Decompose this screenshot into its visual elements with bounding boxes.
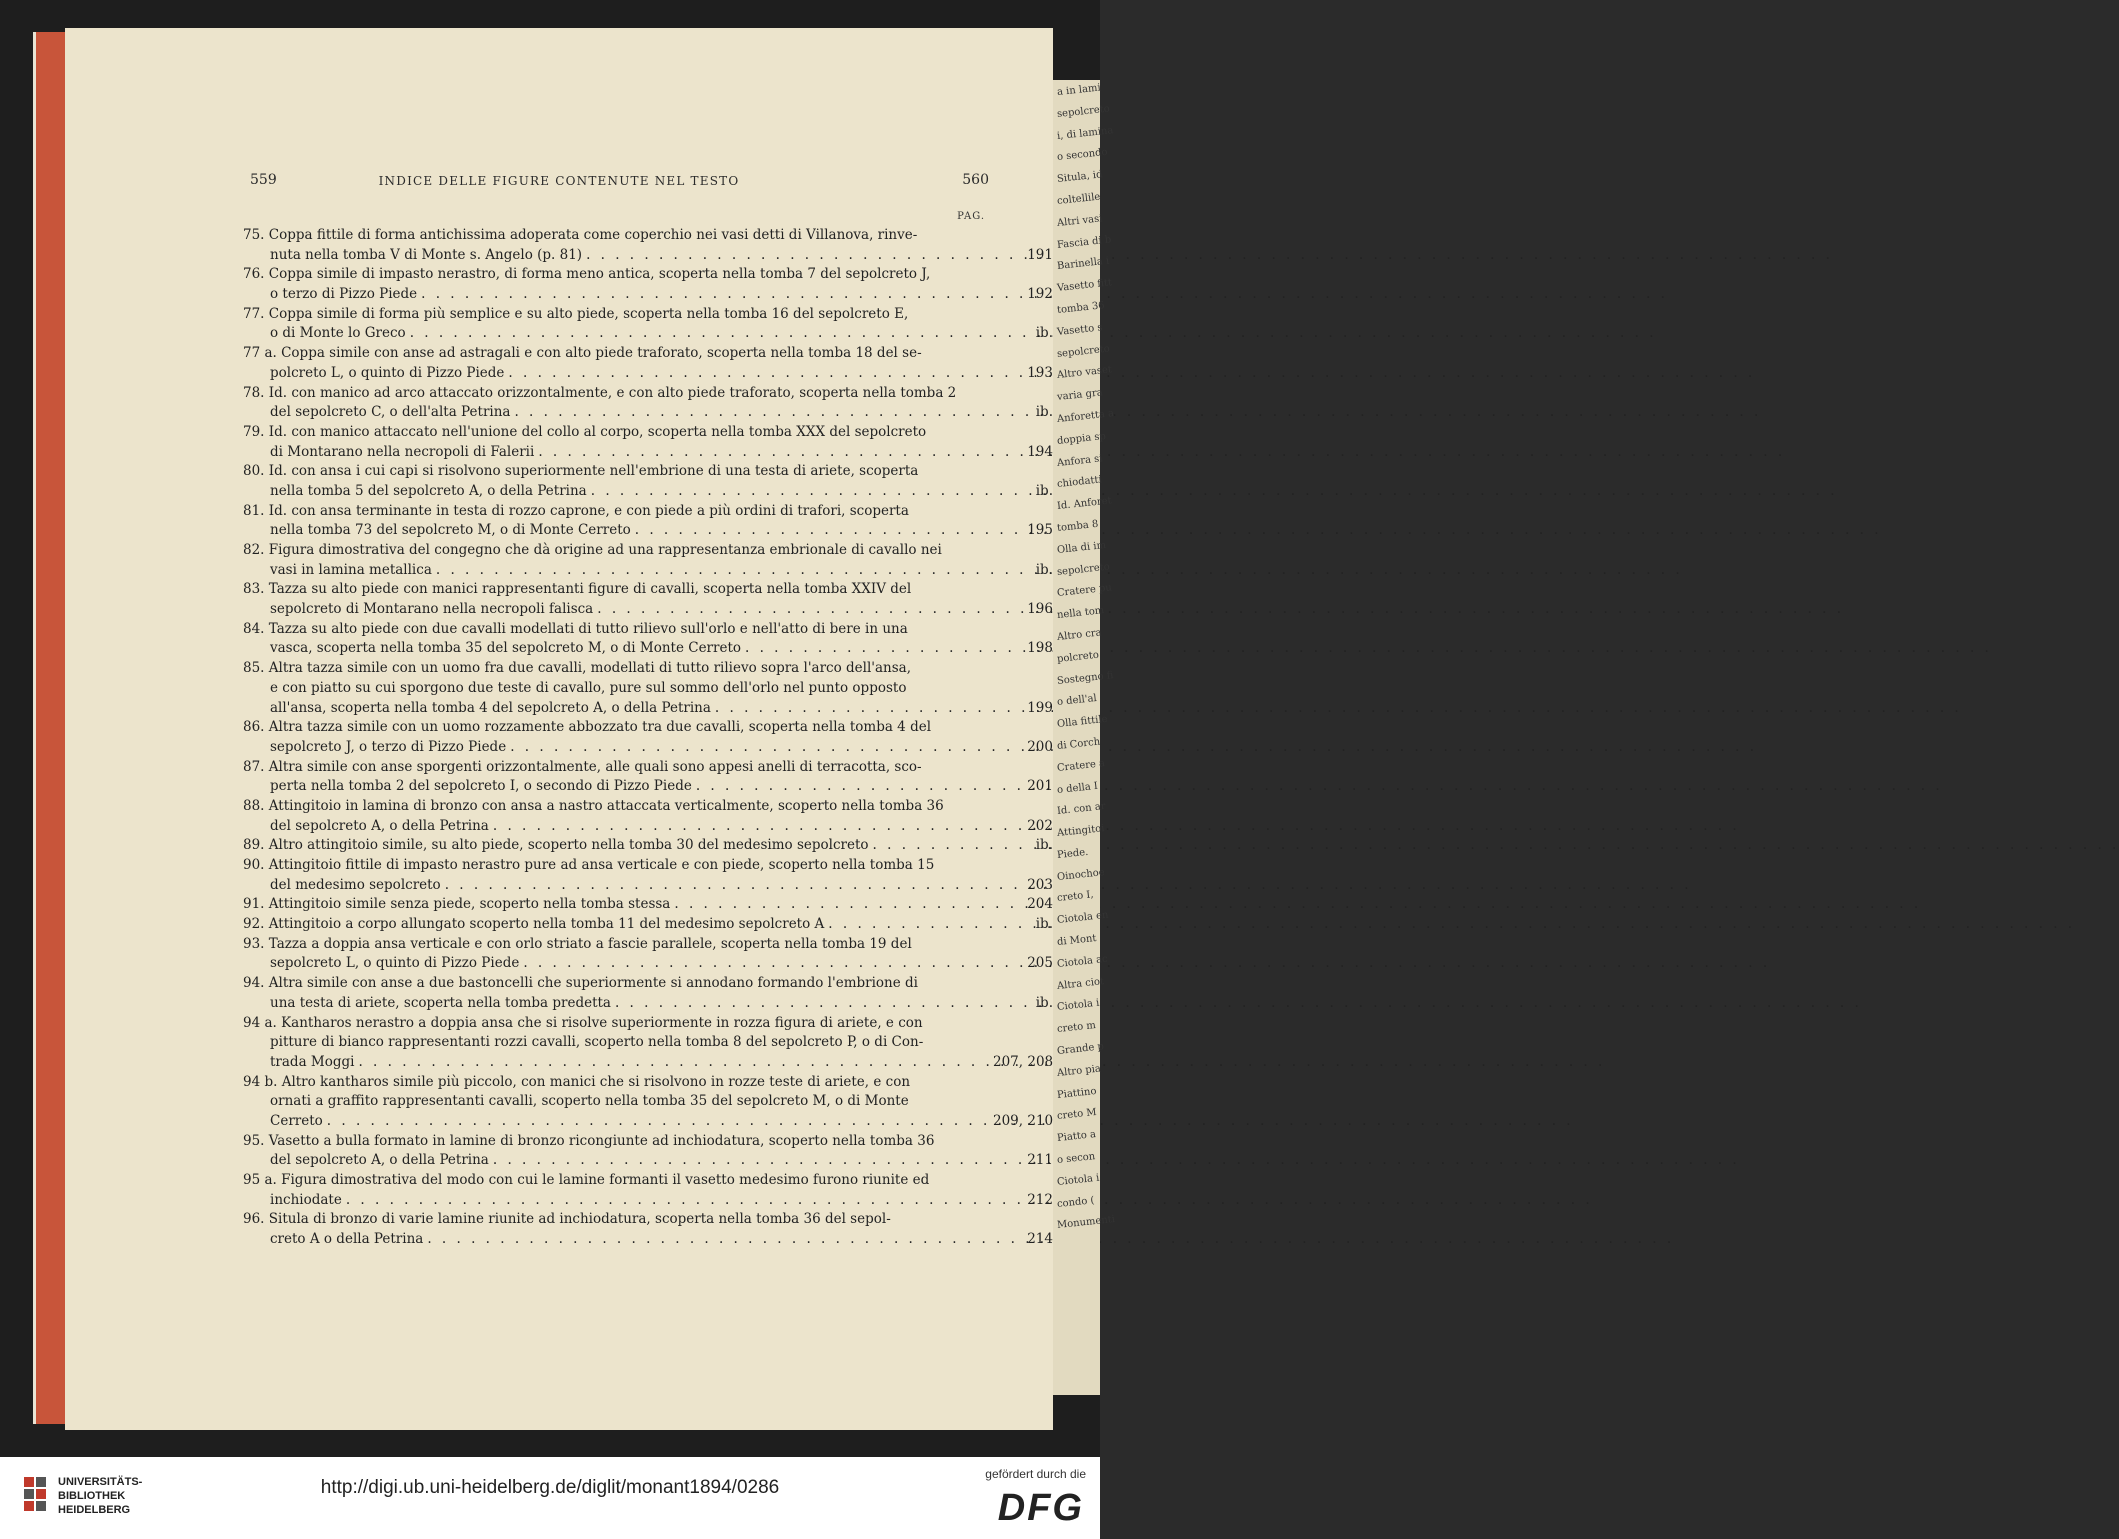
index-line [243,876,1053,896]
facing-page-fragment: Altro cra [1056,627,1103,643]
index-line [243,620,991,640]
index-line-text: perta nella tomba 2 del sepolcreto I, o secondo di Pizzo Piede [270,778,692,795]
facing-page-fragment: varia gra [1056,387,1104,404]
index-line-text: 83. Tazza su alto piede con manici rappresentanti figure di cavalli, scoperta nella tomba XXIV del [243,581,912,598]
index-line-text: una testa di ariete, scoperta nella tomba predetta [270,994,611,1011]
index-line-text: all'ansa, scoperta nella tomba 4 del sepolcreto A, o della Petrina [270,699,711,716]
dfg-logo[interactable]: DFG [997,1487,1084,1529]
index-page-ref: 198 [1027,640,1053,657]
facing-page-fragment: Grande p [1056,1041,1105,1058]
index-line [243,718,991,738]
page-number-right: 560 [962,172,989,188]
index-line [243,1053,1054,1073]
facing-page-fragment: tomba 8 [1056,518,1099,534]
facing-page-fragment: Altro pia [1056,1063,1102,1079]
index-line [243,836,1053,856]
facing-page-fragment: di Corch [1056,736,1101,752]
facing-page-fragment: Monumenti [1056,1214,1116,1232]
facing-page-edge [1053,80,1116,1395]
facing-page-fragment: Altra ciot [1056,975,1105,992]
index-line-text: sepolcreto di Montarano nella necropoli falisca [270,601,594,618]
index-line [243,364,1053,384]
index-line [243,1092,991,1112]
index-line [243,561,1053,581]
funding-caption: gefördert durch die [985,1467,1086,1481]
index-line-text: 95 a. Figura dimostrativa del modo con cui le lamine formanti il vasetto medesimo furono riunite ed [243,1172,930,1188]
index-line-text: 88. Attingitoio in lamina di bronzo con ansa a nastro attaccata verticalmente, scoperto nella tomba 36 [243,797,944,814]
facing-page-fragment: o della I [1056,780,1099,796]
index-line-text: del medesimo sepolcreto [270,876,441,893]
facing-page-fragment: Ciotola en [1056,909,1109,927]
index-line-text: 96. Situla di bronzo di varie lamine riunite ad inchiodatura, scoperta nella tomba 36 del sepol- [243,1211,891,1228]
library-name-line3: HEIDELBERG [58,1504,131,1516]
facing-page-fragment: Ciotola i [1056,998,1100,1014]
index-page-ref: ib. [1035,325,1053,342]
index-line [243,895,1053,915]
facing-page-fragment: a in lami [1056,82,1102,99]
facing-page-fragment: o secon [1056,1151,1096,1167]
leader-dots [741,639,1992,659]
index-line [243,974,991,994]
index-line [243,384,991,404]
facing-page-fragment: Altri vasi [1056,213,1103,229]
index-page-ref: ib. [1035,916,1053,933]
index-page-ref: 205 [1027,955,1053,972]
facing-page-fragment: sepolcreto [1056,561,1111,578]
leader-dots [489,1151,1740,1171]
facing-page-fragment: Ciotola ac [1056,953,1109,970]
index-line-text: 82. Figura dimostrativa del congegno che dà origine ad una rappresentanza embrionale di cavallo nei [243,542,942,558]
viewer-footer [0,1457,1100,1539]
facing-page-fragment: sepolcreto [1056,343,1111,360]
pag-column-label: PAG. [957,211,985,222]
index-page-ref: 214 [1027,1231,1053,1248]
index-line-text: o terzo di Pizzo Piede [270,286,418,303]
leader-dots [323,1112,1574,1132]
facing-page-fragment: Anforetta a [1056,408,1115,425]
running-header [65,172,1053,192]
facing-page-fragment: creto I, [1056,889,1095,905]
index-page-ref: 196 [1027,601,1053,618]
index-page-ref: ib. [1035,994,1053,1011]
index-page-ref: ib. [1035,404,1053,421]
leader-dots [611,994,1862,1014]
index-line [243,994,1053,1014]
index-page-ref: 195 [1027,522,1053,539]
facing-page-fragment: Cratere a [1056,757,1106,774]
index-line [243,403,1053,423]
index-line-text: 77 a. Coppa simile con anse ad astragali e con alto piede traforato, scoperta nella tomba 18 del se- [243,345,922,362]
facing-page-fragment: Piede. [1056,846,1089,861]
leader-dots [534,443,1785,463]
library-name-line2: BIBLIOTHEK [58,1490,126,1502]
index-line-text: vasca, scoperta nella tomba 35 del sepolcreto M, o di Monte Cerreto [270,640,742,657]
index-line-text: 78. Id. con manico ad arco attaccato orizzontalmente, e con alto piede traforato, scoperta nella tomba 2 [243,384,957,401]
facing-page-fragment: Ciotola i [1056,1172,1100,1188]
leader-dots [670,895,1921,915]
index-line [243,482,1053,502]
index-line-text: nella tomba 73 del sepolcreto M, o di Monte Cerreto [270,522,631,539]
index-line-text: 77. Coppa simile di forma più semplice e su alto piede, scoperta nella tomba 16 del sepolcreto E, [243,305,909,322]
index-page-ref: 200 [1027,738,1053,755]
facing-page-fragment: tomba 36 [1056,300,1106,316]
facing-page-fragment: Anfora si [1056,452,1104,469]
index-page-ref: ib. [1035,837,1053,854]
index-line [243,462,991,482]
facing-page-fragment: Vasetto s [1056,322,1104,338]
facing-page-fragment: i, di lamina [1056,124,1114,142]
leader-dots [582,246,1833,266]
index-line-text: del sepolcreto C, o dell'alta Petrina [270,404,511,421]
index-line-text: 89. Altro attingitoio simile, su alto piede, scoperto nella tomba 30 del medesimo sepolcreto [243,837,869,854]
index-line-text: 80. Id. con ansa i cui capi si risolvono superiormente nell'embrione di una testa di ariete, scoperta [243,463,919,480]
index-page-ref: 202 [1027,817,1053,834]
index-line-text: Cerreto [270,1112,323,1129]
facing-page-fragment: o dell'al [1056,693,1098,709]
leader-dots [692,777,1943,797]
index-line [243,246,1053,266]
index-line [243,758,991,778]
index-line-text: pitture di bianco rappresentanti rozzi cavalli, scoperto nella tomba 8 del sepolcreto P, o di Con- [270,1034,924,1051]
index-line [243,1151,1053,1171]
facing-page-fragment: Id. con ar [1056,801,1107,818]
index-line-text: 94. Altra simile con anse a due bastoncelli che superiormente si annodano formando l'embrione di [243,975,918,992]
index-line-text: 91. Attingitoio simile senza piede, scoperto nella tomba stessa [243,896,671,913]
facing-page-fragment: Olla fittile [1056,713,1109,731]
index-line [243,639,1053,659]
index-line-text: o di Monte lo Greco [270,325,406,342]
index-line-text: polcreto L, o quinto di Pizzo Piede [270,364,505,381]
leader-dots [489,817,1740,837]
leader-dots [631,521,1882,541]
facing-page-fragment: condo ( [1056,1194,1096,1210]
index-line [243,305,991,325]
facing-page-fragment: doppia sp [1056,430,1107,447]
index-line-text: inchiodate [270,1191,342,1208]
index-line [243,265,991,285]
index-page-ref: 194 [1027,443,1053,460]
index-line-text: 93. Tazza a doppia ansa verticale e con orlo striato a fascie parallele, scoperta nella tomba 19 del [243,935,912,952]
index-line [243,1112,1054,1132]
leader-dots [593,600,1844,620]
index-line-text: 85. Altra tazza simile con un uomo fra due cavalli, modellati di tutto rilievo sopra l'arco dell'ansa, [243,660,912,677]
facing-page-fragment: sepolcreto [1056,103,1111,120]
index-page-ref: 193 [1027,364,1053,381]
index-line-text: sepolcreto J, o terzo di Pizzo Piede [270,738,507,755]
leader-dots [711,699,1962,719]
facing-page-fragment: Oinochoe [1056,866,1106,883]
index-page-ref: ib. [1035,561,1053,578]
index-line [243,443,1053,463]
facing-page-fragment: Vasetto fitt [1056,277,1113,295]
index-page-ref: 191 [1027,246,1053,263]
index-line-text: 79. Id. con manico attaccato nell'unione del collo al corpo, scoperta nella tomba XXX del sepolcreto [243,423,927,440]
index-line-text: nella tomba 5 del sepolcreto A, o della Petrina [270,482,587,499]
facing-page-fragment: Olla di im [1056,539,1107,556]
index-line [243,699,1053,719]
index-line [243,777,1053,797]
index-line-text: 90. Attingitoio fittile di impasto nerastro pure ad ansa verticale e con piede, scoperto nella tomba 15 [243,857,935,873]
facing-page-fragment: Attingitoi [1056,823,1105,840]
leader-dots [510,403,1761,423]
index-line-text: 84. Tazza su alto piede con due cavalli modellati di tutto rilievo sull'orlo e nell'atto di bere in una [243,620,908,637]
index-line [243,738,1053,758]
index-page-ref: 199 [1027,699,1053,716]
index-line-text: trada Moggi [270,1053,355,1070]
facing-page-fragment: Cratere pu [1056,582,1113,600]
leader-dots [587,482,1838,502]
leader-dots [342,1191,1593,1211]
index-line [243,1073,991,1093]
index-line [243,600,1053,620]
index-line [243,935,991,955]
index-line [243,817,1053,837]
index-line [243,226,991,246]
book-cover-edge [33,32,68,1424]
index-line [243,679,991,699]
index-line [243,1210,991,1230]
index-line [243,954,1053,974]
library-name-line1: UNIVERSITÄTS- [58,1476,143,1488]
index-line-text: vasi in lamina metallica [270,561,432,578]
index-line [243,502,991,522]
facing-page-fragment: nella tom [1056,605,1105,622]
index-line [243,1132,991,1152]
index-line [243,285,1053,305]
facing-page-fragment: Altro vaset [1056,364,1113,382]
facing-page-fragment: Fascia di b [1056,233,1112,251]
index-line-text: 81. Id. con ansa terminante in testa di rozzo caprone, e con piede a più ordini di trafori, scoperta [243,502,909,519]
index-line-text: e con piatto su cui sporgono due teste di cavallo, pure sul sommo dell'orlo nel punto opposto [270,679,907,696]
facing-page-fragment: Piattino [1056,1085,1098,1101]
figure-index-list [243,226,1054,1250]
index-line [243,915,1053,935]
index-line [243,580,991,600]
index-line-text: 76. Coppa simile di impasto nerastro, di forma meno antica, scoperta nella tomba 7 del sepolcreto J, [243,266,931,283]
index-page-ref: 204 [1027,896,1053,913]
index-line [243,344,991,364]
index-line [243,423,991,443]
index-line-text: di Montarano nella necropoli di Falerii [270,443,535,460]
index-line [243,659,991,679]
page-title: INDICE DELLE FIGURE CONTENUTE NEL TESTO [378,174,740,188]
index-page-ref: 212 [1027,1191,1053,1208]
facing-page-fragment: Id. Anforet [1056,495,1113,513]
index-line-text: nuta nella tomba V di Monte s. Angelo (p. 81) [270,246,583,263]
index-line [243,541,991,561]
book-page [65,28,1053,1430]
facing-page-fragment: creto M [1056,1107,1098,1123]
index-line [243,1191,1053,1211]
index-page-ref: 203 [1027,876,1053,893]
leader-dots [506,738,1757,758]
facing-page-fragment: o secondo [1056,147,1109,164]
facing-page-fragment: polcreto [1056,649,1100,665]
leader-dots [504,364,1755,384]
leader-dots [519,954,1770,974]
index-line-text: 94 a. Kantharos nerastro a doppia ansa che si risolve superiormente in rozza figura di ariete, e con [243,1014,923,1031]
facing-page-fragment: chiodatti [1056,474,1103,491]
index-page-ref: ib. [1035,482,1053,499]
index-line-text: 92. Attingitoio a corpo allungato scoperto nella tomba 11 del medesimo sepolcreto A [243,916,825,933]
index-line-text: del sepolcreto A, o della Petrina [270,817,489,834]
facing-page-fragment: Sostegno fi [1056,669,1114,687]
index-line [243,856,991,876]
index-page-ref: 209, 210 [993,1112,1054,1129]
index-line-text: del sepolcreto A, o della Petrina [270,1152,489,1169]
index-page-ref: 211 [1027,1152,1053,1169]
index-line-text: creto A o della Petrina [270,1231,424,1248]
index-line-text: 87. Altra simile con anse sporgenti orizzontalmente, alle quali sono appesi anelli di terracotta, sco- [243,758,922,775]
index-line [243,797,991,817]
index-line [243,1014,991,1034]
index-line [243,1033,991,1053]
index-page-ref: 192 [1027,286,1053,303]
index-line [243,1230,1053,1250]
index-line-text: 94 b. Altro kantharos simile più piccolo, con manici che si risolvono in rozze teste di ariete, e con [243,1073,911,1090]
index-page-ref: 207, 208 [993,1053,1054,1070]
index-line-text: sepolcreto L, o quinto di Pizzo Piede [270,955,520,972]
index-line [243,521,1053,541]
index-line-text: 95. Vasetto a bulla formato in lamine di bronzo ricongiunte ad inchiodatura, scoperto nella tomba 36 [243,1132,935,1149]
facing-page-fragment: coltellile [1056,191,1101,207]
permalink-url[interactable]: http://digi.ub.uni-heidelberg.de/diglit/monant1894/0286 [320,1477,780,1498]
facing-page-fragment: Situla, id [1056,169,1104,186]
facing-page-fragment: di Mont [1056,933,1097,949]
facing-page-fragment: creto m [1056,1020,1097,1036]
index-line-text: 75. Coppa fittile di forma antichissima adoperata come coperchio nei vasi detti di Villanova, rinve- [243,227,918,243]
index-line-text: 86. Altra tazza simile con un uomo rozzamente abbozzato tra due cavalli, scoperta nella tomba 4 del [243,719,932,736]
index-line-text: ornati a graffito rappresentanti cavalli, scoperto nella tomba 35 del sepolcreto M, o di Monte [270,1093,909,1110]
facing-page-fragment: Piatto a [1056,1129,1097,1145]
leader-dots [354,1053,1605,1073]
index-line [243,1171,991,1191]
page-number-left: 559 [250,172,277,188]
index-page-ref: 201 [1027,778,1053,795]
facing-page-fragment: Barinella i [1056,255,1110,273]
index-line [243,324,1053,344]
